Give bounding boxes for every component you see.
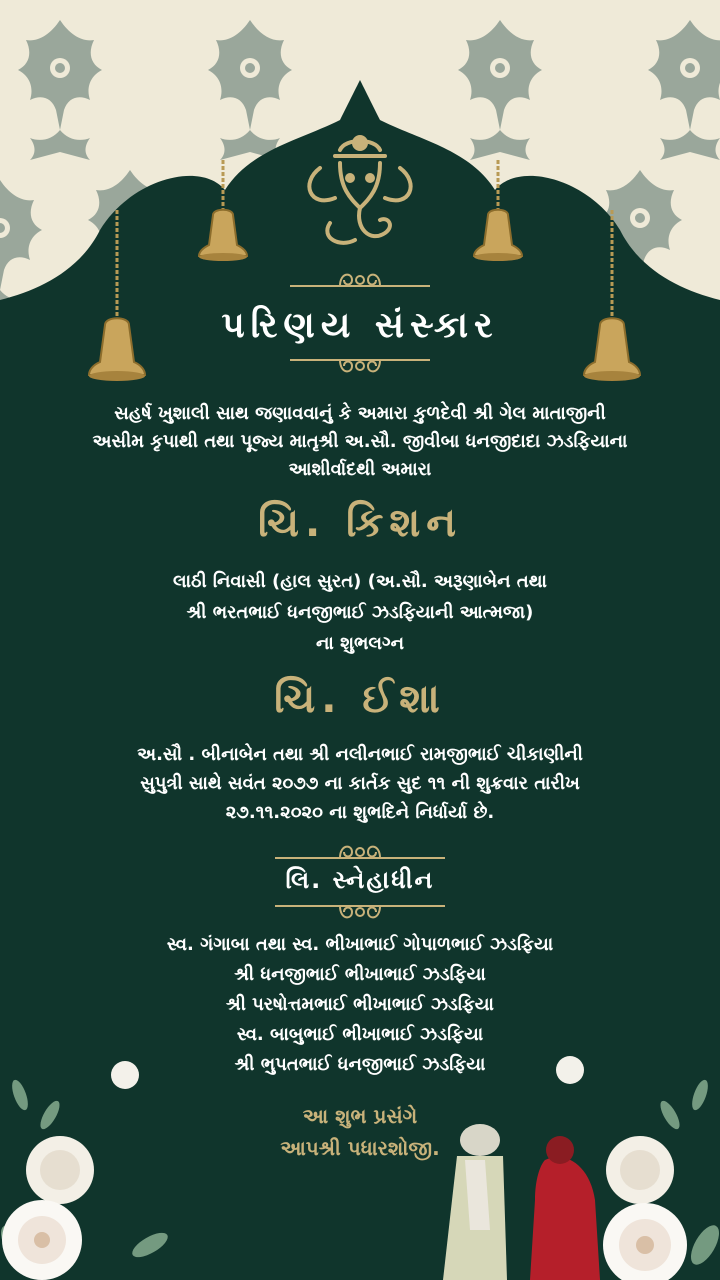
groom-details-line: ના શુભલગ્ન bbox=[315, 633, 404, 654]
groom-details-line: લાઠી નિવાસી (હાલ સુરત) (અ.સૌ. અરૂણાબેન તથા bbox=[173, 571, 547, 592]
closing-line: આ શુભ પ્રસંગે bbox=[302, 1104, 418, 1128]
groom-details-line: શ્રી ભરતભાઈ ધનજીભાઈ ઝડફિયાની આત્મજા) bbox=[186, 602, 534, 623]
bride-details-line: અ.સૌ . બીનાબેન તથા શ્રી નલીનભાઈ રામજીભાઈ ચીકાણીની bbox=[137, 744, 583, 765]
intro-text bbox=[0, 400, 720, 484]
intro-line: આશીર્વાદથી અમારા bbox=[288, 459, 432, 480]
closing-line: આપશ્રી પધારશોજી. bbox=[280, 1136, 440, 1160]
groom-details bbox=[0, 566, 720, 659]
bride-details bbox=[0, 740, 720, 827]
family-member: શ્રી ધનજીભાઈ ભીખાભાઈ ઝડફિયા bbox=[234, 964, 486, 985]
signature-title: લિ. સ્નેહાધીન bbox=[285, 866, 435, 894]
intro-line: સહર્ષ ખુશાલી સાથ જણાવવાનું કે અમારા કુળદેવી શ્રી ગેલ માતાજીની bbox=[114, 403, 606, 424]
page-title: પરિણય સંસ્કાર bbox=[221, 305, 499, 346]
family-member: શ્રી ભુપતભાઈ ધનજીભાઈ ઝડફિયા bbox=[234, 1054, 486, 1075]
groom-name: ચિ. કિશન bbox=[257, 500, 463, 546]
family-member: શ્રી પરષોત્તમભાઈ ભીખાભાઈ ઝડફિયા bbox=[226, 994, 494, 1015]
family-member: સ્વ. ગંગાબા તથા સ્વ. ભીખાભાઈ ગોપાળભાઈ ઝડફિયા bbox=[166, 934, 554, 955]
bride-details-line: સુપુત્રી સાથે સવંત ૨૦૭૭ ના કાર્તક સુદ ૧૧ ની શુક્રવાર તારીખ bbox=[140, 773, 580, 794]
family-member: સ્વ. બાબુભાઈ ભીખાભાઈ ઝડફિયા bbox=[236, 1024, 484, 1045]
bride-name: ચિ. ઈશા bbox=[274, 676, 446, 722]
flower-bouquet-icon bbox=[0, 1055, 190, 1280]
bride-details-line: ૨૭.૧૧.૨૦૨૦ ના શુભદિને નિર્ધાર્યા છે. bbox=[225, 802, 495, 823]
couple-illustration-icon bbox=[435, 1120, 605, 1280]
intro-line: અસીમ કૃપાથી તથા પૂજ્ય માતૃશ્રી અ.સૌ. જીવીબા ધનજીદાદા ઝડફિયાના bbox=[92, 431, 628, 452]
